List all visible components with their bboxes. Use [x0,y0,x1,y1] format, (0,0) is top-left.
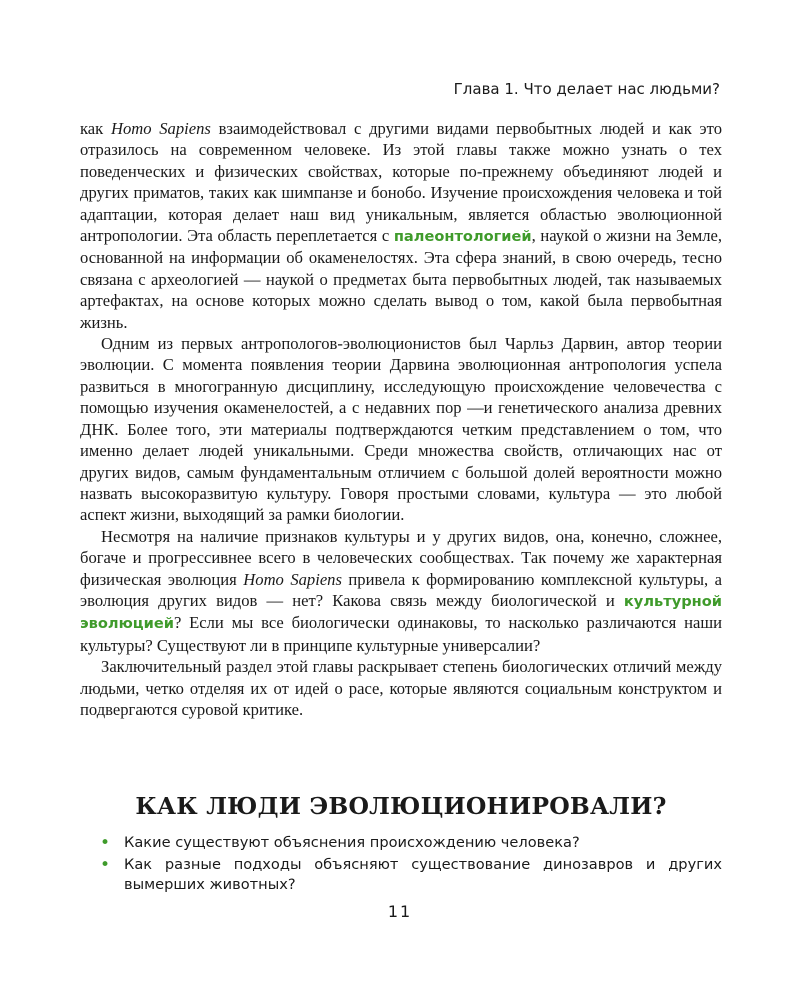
body-text [80,118,722,720]
question-list [100,833,722,897]
species-name: Homo Sapiens [110,119,211,138]
species-name: Homo Sapiens [243,569,342,589]
paragraph-1 [80,118,722,333]
list-item-text: Как разные подходы объясняют существование динозавров и других вымерших животных? [124,855,722,893]
paragraph-3-text-a: Несмотря на наличие признаков культуры и у других видов, она, конечно, сложнее, богаче и прогрессивнее всего в человеческих сообществах. Так почему же характерная физическая эволюция [80,526,722,589]
paragraph-2: Одним из первых антропологов-эволюционистов был Чарльз Дарвин, автор теории эволюции. С момента появления теории Дарвина эволюционная антропология успела развиться в многогранную дисциплину, исследующую происхождение человечества с помощью изучения окаменелостей, а с недавних пор —и генетического анализа древних ДНК. Более того, эти материалы подтверждаются четким представлением о том, что именно делает людей уникальными. Среди множества свойств, отличающих нас от других видов, самым фундаментальным отличием с большой долей вероятности можно назвать высокоразвитую культуру. Говоря простыми словами, культура — это любой аспект жизни, выходящий за рамки биологии. [80,334,722,525]
section-heading: КАК ЛЮДИ ЭВОЛЮЦИОНИРОВАЛИ? [135,792,667,820]
paragraph-1-lead: как [80,119,111,138]
term-cultural-evolution: культурной эволюцией [80,592,722,633]
list-item-text: Какие существуют объяснения происхождению человека? [124,834,580,851]
list-item [100,833,722,854]
paragraph-1-text-b: , наукой о жизни на Земле, основанной на информации об окаменелостях. Эта сфера знаний, в свою очередь, тесно связана с археологией — наукой о предметах быта первобытных людей, так называемых артефактах, на основе которых можно сделать вывод о том, какой была первобытная жизнь. [80,226,722,332]
paragraph-3-text-c: ? Если мы все биологически одинаковы, то насколько различаются наши культуры? Существуют ли в принципе культурные универсалии? [80,613,722,655]
running-head: Глава 1. Что делает нас людьми? [453,80,720,98]
paragraph-1-text-a: взаимодействовал с другими видами первобытных людей и как это отразилось на современном человеке. Из этой главы также можно узнать о тех поведенческих и физических свойствах, которые по-прежнему объединяют людей и других приматов, таких как шимпанзе и бонобо. Изучение происхождения человека и той адаптации, которая делает наш вид уникальным, является областью эволюционной антропологии. Эта область переплетается с [80,119,722,246]
bullet-icon: • [100,833,111,853]
bullet-icon: • [100,854,111,875]
list-item [100,855,722,896]
term-paleontology: палеонтологией [393,228,532,246]
page-number: 11 [387,902,413,921]
paragraph-3 [80,526,722,656]
paragraph-4: Заключительный раздел этой главы раскрывает степень биологических отличий между людьми, четко отделяя их от идей о расе, которые являются социальным конструктом и подвергаются суровой критике. [80,657,722,719]
paragraph-3-text-b: привела к формированию комплексной культуры, а эволюция других видов — нет? Какова связь между биологической и [80,569,723,610]
